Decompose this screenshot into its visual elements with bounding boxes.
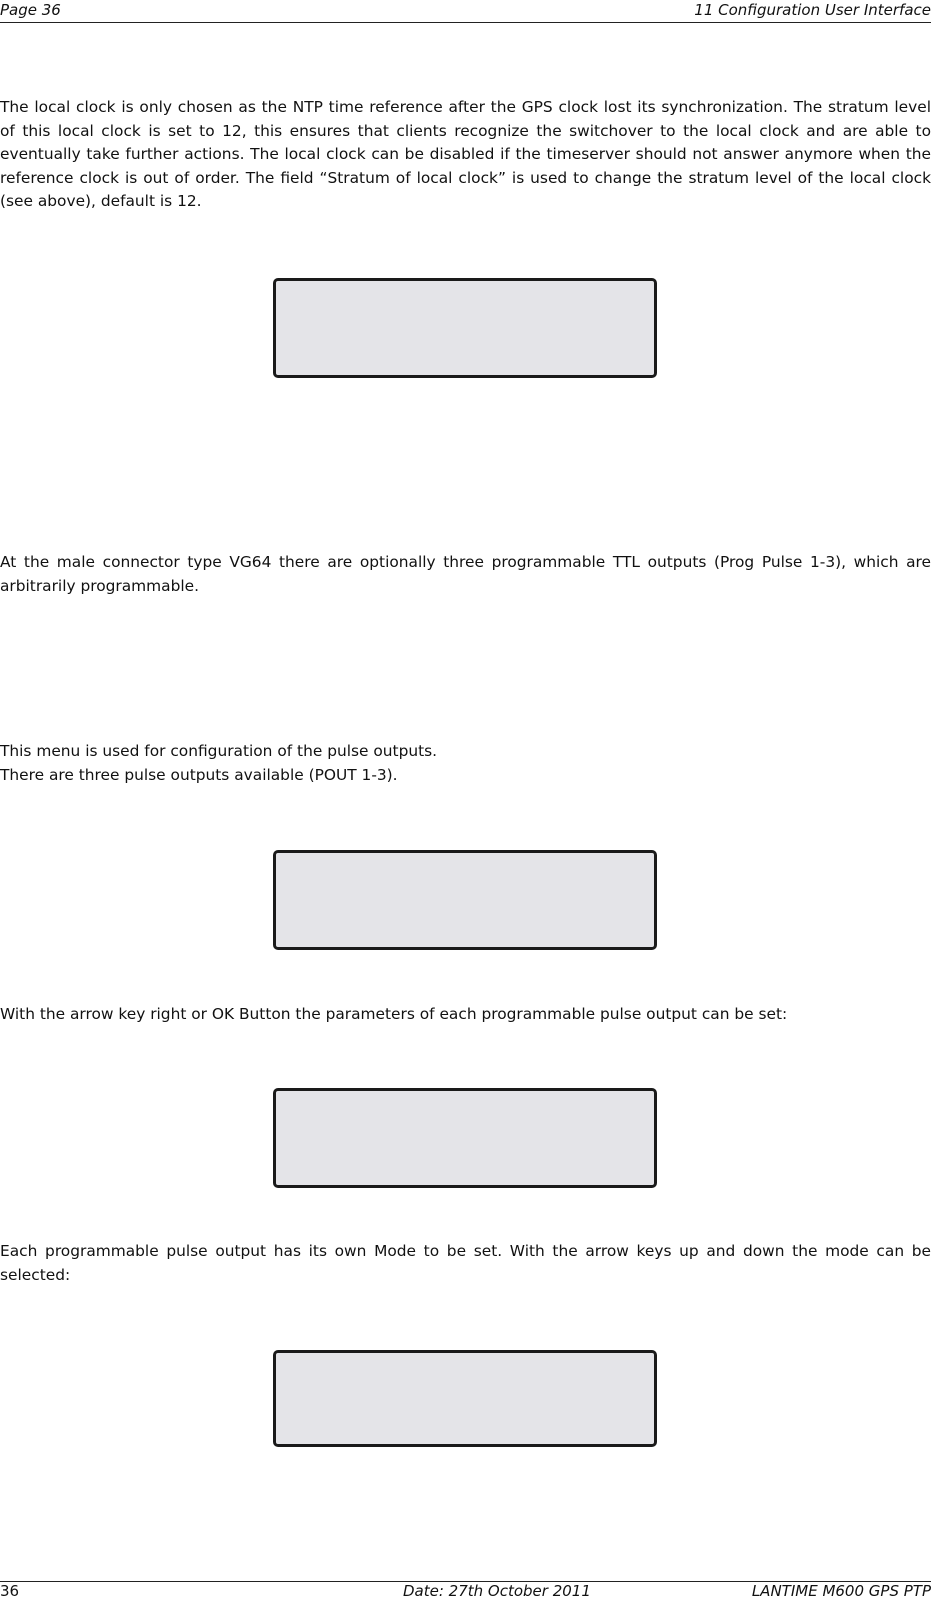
lcd-display-pulse-menu	[273, 850, 657, 950]
lcd-display-local-clock	[273, 278, 657, 378]
arrow-key-paragraph: With the arrow key right or OK Button the parameters of each programmable pulse output can be set:	[0, 1005, 788, 1023]
pulse-menu-line-2: There are three pulse outputs available (POUT 1-3).	[0, 765, 398, 784]
page-label: Page 36	[0, 1, 61, 19]
connector-paragraph: At the male connector type VG64 there are optionally three programmable TTL outputs (Prog Pulse 1-3), which are arbitrarily programmable.	[0, 553, 931, 595]
footer-page-number: 36	[0, 1582, 20, 1600]
page-header	[0, 0, 931, 23]
pulse-menu-line-1: This menu is used for configuration of the pulse outputs.	[0, 742, 438, 760]
pulse-menu-paragraph	[0, 740, 931, 787]
section-title: 11 Configuration User Interface	[694, 1, 931, 19]
lcd-display-pulse-parameters	[273, 1088, 657, 1188]
footer-product: LANTIME M600 GPS PTP	[751, 1582, 931, 1600]
footer-date: Date: 27th October 2011	[403, 1582, 591, 1600]
mode-paragraph: Each programmable pulse output has its own Mode to be set. With the arrow keys up and down the mode can be selected:	[0, 1242, 931, 1284]
lcd-display-pulse-mode	[273, 1350, 657, 1447]
local-clock-paragraph: The local clock is only chosen as the NTP time reference after the GPS clock lost its synchronization. The stratum level of this local clock is set to 12, this ensures that clients recognize the switchover to the local clock and are able to eventually take further actions. The local clock can be disabled if the timeserver should not answer anymore when the reference clock is out of order. The field “Stratum of local clock” is used to change the stratum level of the local clock (see above), default is 12.	[0, 98, 931, 210]
page-footer	[0, 1581, 931, 1599]
